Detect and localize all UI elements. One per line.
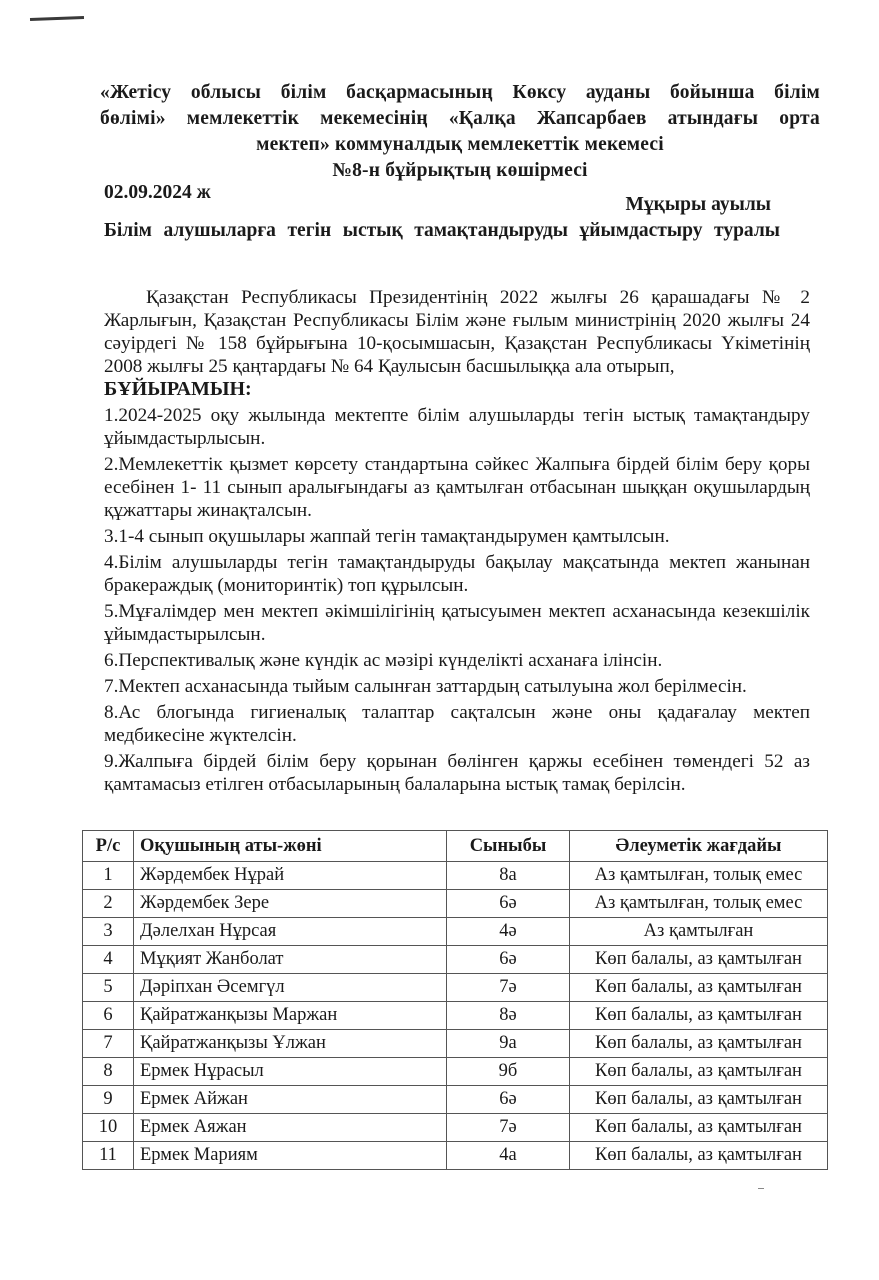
table-row xyxy=(83,1030,828,1058)
cell-name: Мұқият Жанболат xyxy=(134,946,447,974)
header-status: Әлеуметік жағдайы xyxy=(570,831,828,862)
table-row xyxy=(83,974,828,1002)
cell-class: 6ә xyxy=(447,1086,570,1114)
cell-class: 9б xyxy=(447,1058,570,1086)
intro-paragraph: Қазақстан Республикасы Президентінің 2022 жылғы 26 қарашадағы № 2 Жарлығын, Қазақстан Республикасы Білім және ғылым министрінің 2020 жылғы 24 сәуірдегі № 158 бұйрығына 10-қосымшасын, Қазақстан Республикасы Үкіметінің 2008 жылғы 25 қаңтардағы № 64 Қаулысын басшылыққа ала отырып, xyxy=(104,287,810,377)
header-name: Оқушының аты-жөні xyxy=(134,831,447,862)
order-word: БҰЙЫРАМЫН: xyxy=(104,378,252,400)
cell-status: Көп балалы, аз қамтылған xyxy=(570,1002,828,1030)
cell-status: Аз қамтылған, толық емес xyxy=(570,862,828,890)
header-line-3: мектеп» коммуналдық мемлекеттік мекемесі xyxy=(256,134,664,155)
header-number: Р/с xyxy=(83,831,134,862)
cell-class: 8ә xyxy=(447,1002,570,1030)
scan-mark xyxy=(30,16,84,21)
table-header-row xyxy=(83,831,828,862)
cell-name: Ермек Аяжан xyxy=(134,1114,447,1142)
cell-name: Дәлелхан Нұрсая xyxy=(134,918,447,946)
cell-number: 1 xyxy=(83,862,134,890)
order-item-8: 8.Ас блогында гигиеналық талаптар сақталсын және оны қадағалау мектеп медбикесіне жүктелсін. xyxy=(104,702,810,746)
order-item-2: 2.Мемлекеттік қызмет көрсету стандартына сәйкес Жалпыға бірдей білім беру қоры есебінен 1- 11 сынып аралығындағы аз қамтылған отбасынан шыққан оқушылардың құжаттары жинақталсын. xyxy=(104,454,810,521)
order-item-5: 5.Мұғалімдер мен мектеп әкімшілігінің қатысуымен мектеп асханасында кезекшілік ұйымдастырылсын. xyxy=(104,601,810,645)
cell-class: 8а xyxy=(447,862,570,890)
cell-number: 2 xyxy=(83,890,134,918)
order-item-7: 7.Мектеп асханасында тыйым салынған заттардың сатылуына жол берілмесін. xyxy=(104,676,747,697)
cell-class: 6ә xyxy=(447,890,570,918)
order-date: 02.09.2024 ж xyxy=(104,182,211,203)
document-body xyxy=(104,286,810,796)
cell-number: 6 xyxy=(83,1002,134,1030)
cell-status: Көп балалы, аз қамтылған xyxy=(570,1058,828,1086)
order-subject: Білім алушыларға тегін ыстық тамақтандыруды ұйымдастыру туралы xyxy=(104,220,780,241)
table-row xyxy=(83,890,828,918)
header-line-1: «Жетісу облысы білім басқармасының Көксу ауданы бойынша білім xyxy=(100,82,820,103)
table-row xyxy=(83,1142,828,1170)
header-line-2: бөлімі» мемлекеттік мекемесінің «Қалқа Жапсарбаев атындағы орта xyxy=(100,108,820,129)
cell-status: Көп балалы, аз қамтылған xyxy=(570,974,828,1002)
cell-number: 8 xyxy=(83,1058,134,1086)
cell-number: 3 xyxy=(83,918,134,946)
order-item-6: 6.Перспективалық және күндік ас мәзірі күнделікті асханаға ілінсін. xyxy=(104,650,663,671)
cell-number: 10 xyxy=(83,1114,134,1142)
cell-status: Аз қамтылған, толық емес xyxy=(570,890,828,918)
cell-number: 5 xyxy=(83,974,134,1002)
cell-name: Ермек Мариям xyxy=(134,1142,447,1170)
order-item-4: 4.Білім алушыларды тегін тамақтандыруды бақылау мақсатында мектеп жанынан бракераждық (мониторинтік) топ құрылсын. xyxy=(104,552,810,596)
order-number: №8-н бұйрықтың көшірмесі xyxy=(332,160,588,181)
cell-status: Көп балалы, аз қамтылған xyxy=(570,1142,828,1170)
cell-class: 7ә xyxy=(447,974,570,1002)
cell-status: Көп балалы, аз қамтылған xyxy=(570,946,828,974)
cell-status: Көп балалы, аз қамтылған xyxy=(570,1030,828,1058)
table-row xyxy=(83,1002,828,1030)
cell-name: Ермек Айжан xyxy=(134,1086,447,1114)
cell-status: Көп балалы, аз қамтылған xyxy=(570,1086,828,1114)
cell-class: 9а xyxy=(447,1030,570,1058)
cell-number: 4 xyxy=(83,946,134,974)
cell-class: 6ә xyxy=(447,946,570,974)
table-row xyxy=(83,918,828,946)
cell-class: 7ә xyxy=(447,1114,570,1142)
order-place: Мұқыры ауылы xyxy=(625,194,771,215)
header-class: Сыныбы xyxy=(447,831,570,862)
students-table xyxy=(82,830,828,1170)
table-row xyxy=(83,1058,828,1086)
cell-name: Қайратжанқызы Маржан xyxy=(134,1002,447,1030)
cell-status: Көп балалы, аз қамтылған xyxy=(570,1114,828,1142)
cell-number: 11 xyxy=(83,1142,134,1170)
cell-name: Қайратжанқызы Ұлжан xyxy=(134,1030,447,1058)
order-item-3: 3.1-4 сынып оқушылары жаппай тегін тамақтандырумен қамтылсын. xyxy=(104,526,670,547)
table-row xyxy=(83,1114,828,1142)
cell-class: 4ә xyxy=(447,918,570,946)
order-item-9: 9.Жалпыға бірдей білім беру қорынан бөлінген қаржы есебінен төмендегі 52 аз қамтамасыз етілген отбасыларының балаларына ыстық тамақ берілсін. xyxy=(104,751,810,795)
cell-class: 4а xyxy=(447,1142,570,1170)
order-item-1: 1.2024-2025 оқу жылында мектепте білім алушыларды тегін ыстық тамақтандыру ұйымдастырлысын. xyxy=(104,405,810,449)
table-row xyxy=(83,862,828,890)
table-row xyxy=(83,946,828,974)
document-header xyxy=(100,80,820,184)
cell-number: 9 xyxy=(83,1086,134,1114)
table-row xyxy=(83,1086,828,1114)
cell-name: Жәрдембек Зере xyxy=(134,890,447,918)
scan-speck xyxy=(758,1188,764,1189)
cell-name: Ермек Нұрасыл xyxy=(134,1058,447,1086)
cell-name: Жәрдембек Нұрай xyxy=(134,862,447,890)
cell-name: Дәріпхан Әсемгүл xyxy=(134,974,447,1002)
cell-status: Аз қамтылған xyxy=(570,918,828,946)
cell-number: 7 xyxy=(83,1030,134,1058)
